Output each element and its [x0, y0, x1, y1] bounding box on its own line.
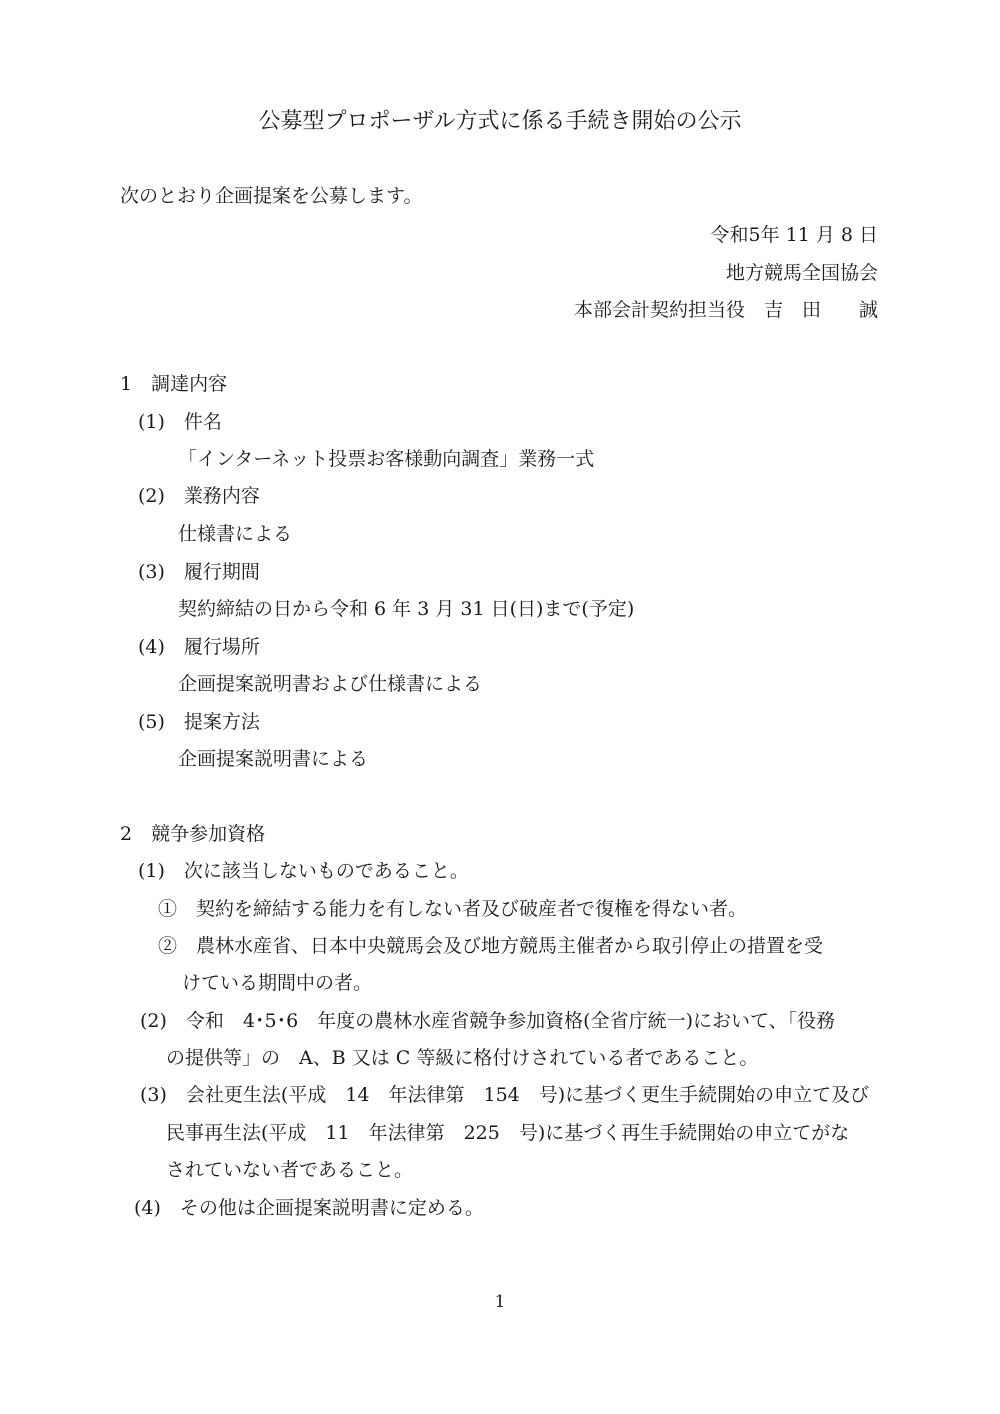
item-2-3: (3) 会社更生法(平成 14 年法律第 154 号)に基づく更生手続開始の申立て及び	[140, 1084, 870, 1106]
item-1-3-label: (3) 履行期間	[138, 561, 260, 583]
item-1-5-content: 企画提案説明書による	[178, 748, 369, 770]
issue-date: 令和5年 11 月 8 日	[710, 224, 878, 246]
item-1-4-content: 企画提案説明書および仕様書による	[178, 673, 483, 695]
section-2-heading: 2 競争参加資格	[120, 823, 266, 845]
item-2-1-sub-2: ② 農林水産省、日本中央競馬会及び地方競馬主催者から取引停止の措置を受	[158, 935, 824, 957]
item-1-2-content: 仕様書による	[178, 523, 293, 545]
item-2-2: (2) 令和 4･5･6 年度の農林水産省競争参加資格(全省庁統一)において、「役務	[140, 1010, 836, 1032]
section-1-heading: 1 調達内容	[120, 373, 228, 395]
signatory: 本部会計契約担当役 吉 田 誠	[573, 299, 878, 321]
item-2-1-sub-2-cont: けている期間中の者。	[182, 972, 373, 994]
item-1-4-label: (4) 履行場所	[138, 636, 260, 658]
organization-name: 地方競馬全国協会	[725, 262, 878, 284]
item-1-2-label: (2) 業務内容	[138, 485, 260, 507]
page-number: 1	[494, 1292, 506, 1312]
item-2-1: (1) 次に該当しないものであること。	[138, 860, 469, 882]
item-1-5-label: (5) 提案方法	[138, 711, 260, 733]
item-1-1-content: 「インターネット投票お客様動向調査」業務一式	[178, 448, 595, 470]
item-2-4: (4) その他は企画提案説明書に定める。	[134, 1197, 484, 1219]
item-2-1-sub-1: ① 契約を締結する能力を有しない者及び破産者で復権を得ない者。	[158, 898, 748, 920]
item-1-1-label: (1) 件名	[138, 411, 222, 433]
item-2-3-cont: 民事再生法(平成 11 年法律第 225 号)に基づく再生手続開始の申立てがな	[166, 1122, 850, 1144]
intro-text: 次のとおり企画提案を公募します。	[120, 185, 423, 207]
item-1-3-content: 契約締結の日から令和 6 年 3 月 31 日(日)まで(予定)	[178, 598, 635, 620]
page-title: 公募型プロポーザル方式に係る手続き開始の公示	[258, 109, 742, 134]
item-2-3-cont-2: されていない者であること。	[166, 1159, 414, 1181]
item-2-2-cont: の提供等」の A、B 又は C 等級に格付けされている者であること。	[166, 1047, 759, 1069]
